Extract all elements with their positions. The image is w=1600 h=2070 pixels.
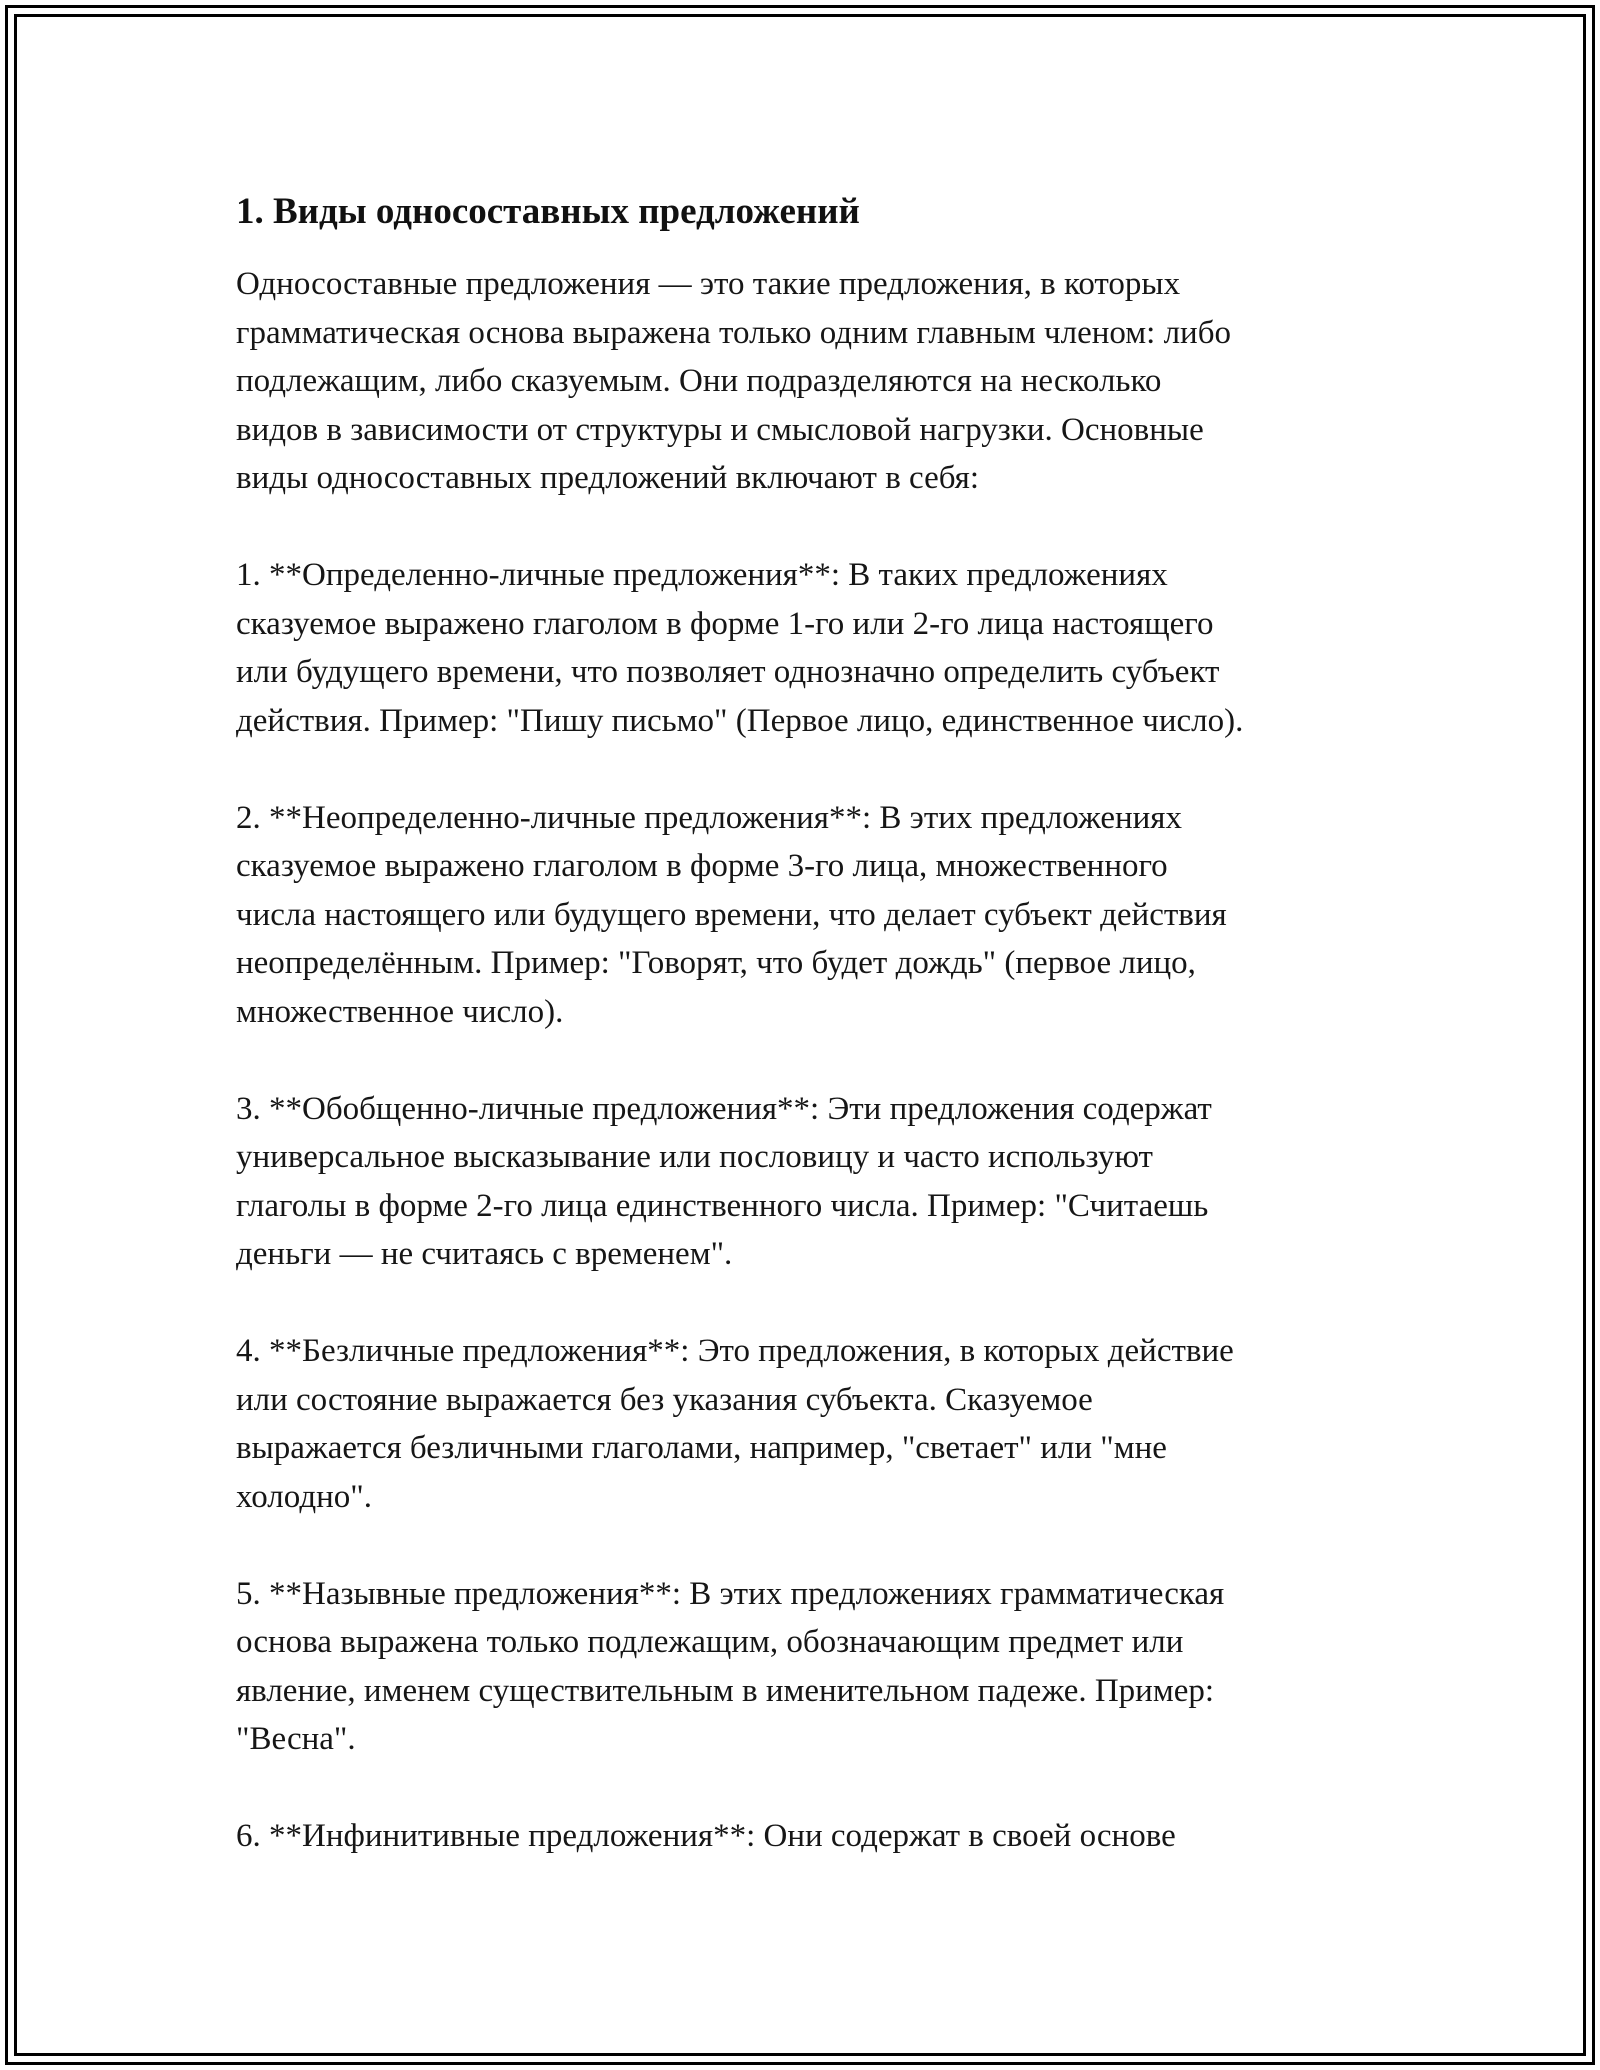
list-item-infinitive: 6. **Инфинитивные предложения**: Они содержат в своей основе <box>236 1818 1176 1854</box>
list-item-generalized-personal: 3. **Обобщенно-личные предложения**: Эти предложения содержат универсальное высказывание или пословицу и часто используют глаголы в форме 2-го лица единственного числа. Пример: "Считаешь деньги — не считаясь с временем". <box>236 1090 1212 1272</box>
list-item-nominative: 5. **Назывные предложения**: В этих предложениях грамматическая основа выражена только подлежащим, обозначающим предмет или явление, именем существительным в именительном падеже. Пример: "Весна". <box>236 1575 1225 1757</box>
document-title: 1. Виды односоставных предложений <box>236 191 860 232</box>
list-item-impersonal: 4. **Безличные предложения**: Это предложения, в которых действие или состояние выражается без указания субъекта. Сказуемое выражается безличными глаголами, например, "светает" или "мне холодно". <box>236 1333 1234 1515</box>
document-body <box>236 188 1386 1909</box>
intro-paragraph: Односоставные предложения — это такие предложения, в которых грамматическая основа выражена только одним главным членом: либо подлежащим, либо сказуемым. Они подразделяются на несколько видов в зависимости от структуры и смысловой нагрузки. Основные виды односоставных предложений включают в себя: <box>236 266 1232 496</box>
list-item-definite-personal: 1. **Определенно-личные предложения**: В таких предложениях сказуемое выражено глаголом в форме 1-го или 2-го лица настоящего или будущего времени, что позволяет однозначно определить субъект действия. Пример: "Пишу письмо" (Первое лицо, единственное число). <box>236 557 1244 739</box>
list-item-indefinite-personal: 2. **Неопределенно-личные предложения**: В этих предложениях сказуемое выражено глаголом в форме 3-го лица, множественного числа настоящего или будущего времени, что делает субъект действия неопределённым. Пример: "Говорят, что будет дождь" (первое лицо, множественное число). <box>236 799 1227 1030</box>
